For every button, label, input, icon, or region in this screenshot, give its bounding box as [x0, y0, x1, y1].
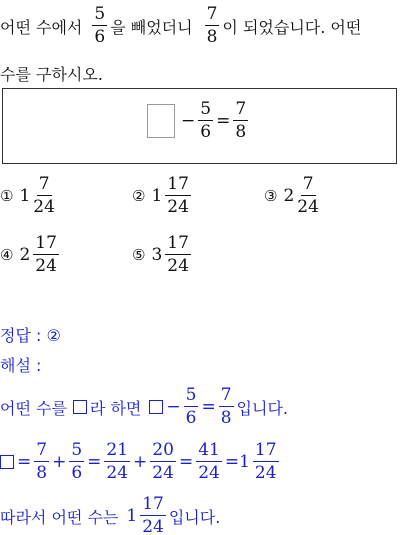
equation [141, 101, 251, 141]
minus-sign: − [181, 111, 196, 131]
choice-number: ⑤ [132, 246, 146, 264]
choice-number: ④ [0, 246, 14, 264]
fraction: $\frac{41}{24}$ [198, 440, 220, 483]
choice-number: ③ [264, 187, 278, 205]
choice-whole: 2 [283, 186, 295, 206]
fraction: $\frac{7}{8}$ [220, 385, 232, 428]
choice-fraction: $\frac{7}{24}$ [297, 174, 319, 217]
choice-fraction: $\frac{7}{24}$ [33, 174, 55, 217]
choice-number: ② [132, 187, 146, 205]
choice-number: ① [0, 187, 14, 205]
choice-fraction: $\frac{17}{24}$ [167, 174, 189, 217]
fraction: $\frac{17}{24}$ [142, 494, 164, 535]
question-line-1 [0, 6, 361, 46]
choice-whole: 1 [151, 186, 163, 206]
fraction: $\frac{21}{24}$ [106, 440, 129, 483]
question-text-1: 어떤 수에서 [0, 17, 83, 37]
fraction: $\frac{20}{24}$ [152, 440, 174, 483]
choice-fraction: $\frac{17}{24}$ [167, 233, 189, 276]
choice-2[interactable] [132, 176, 194, 216]
fraction: $\frac{5}{6}$ [185, 385, 197, 428]
question-text-2: 을 빼었더니 [110, 17, 193, 37]
fraction-five-sixths: $\frac{5}{6}$ [94, 4, 106, 47]
fraction: $\frac{17}{24}$ [254, 440, 277, 483]
fraction: $\frac{5}{6}$ [71, 440, 83, 483]
fraction: $\frac{7}{8}$ [36, 440, 48, 483]
answer-blank-box[interactable] [147, 104, 175, 138]
choice-4[interactable] [0, 235, 62, 275]
unknown-box-icon [149, 400, 163, 414]
question-text-3: 이 되었습니다. 어떤 [222, 17, 362, 37]
choice-whole: 1 [19, 186, 31, 206]
equation-fraction-2: $\frac{7}{8}$ [235, 99, 247, 142]
explanation-line-1: 어떤 수를 라 하면 − $\frac{5}{6}$ = $\frac{7}{8}$ 입니다. [0, 385, 289, 428]
equation-box [2, 88, 397, 164]
fraction-seven-eighths: $\frac{7}{8}$ [206, 4, 218, 47]
answer-label: 정답 : ② [0, 326, 61, 345]
explanation-line-3: 따라서 어떤 수는 1 $\frac{17}{24}$ 입니다. [0, 494, 221, 535]
choice-3[interactable] [264, 176, 322, 216]
equation-fraction-1: $\frac{5}{6}$ [200, 99, 212, 142]
choice-5[interactable] [132, 235, 194, 275]
choice-whole: 3 [151, 245, 163, 265]
choice-1[interactable] [0, 176, 58, 216]
choice-fraction: $\frac{17}{24}$ [35, 233, 57, 276]
equals-sign: = [216, 111, 231, 131]
unknown-box-icon [73, 400, 87, 414]
explanation-line-2: = $\frac{7}{8}$ + $\frac{5}{6}$ = $\frac{21}{24}$ + $\frac{20}{24}$ = $\frac{41}{24}$ = 1 $\frac{17}{24}$ [0, 442, 282, 482]
question-line-2: 수를 구하시오. [0, 65, 103, 84]
explanation-label: 해설 : [0, 356, 42, 375]
unknown-box-icon [0, 455, 14, 469]
choice-whole: 2 [19, 245, 31, 265]
